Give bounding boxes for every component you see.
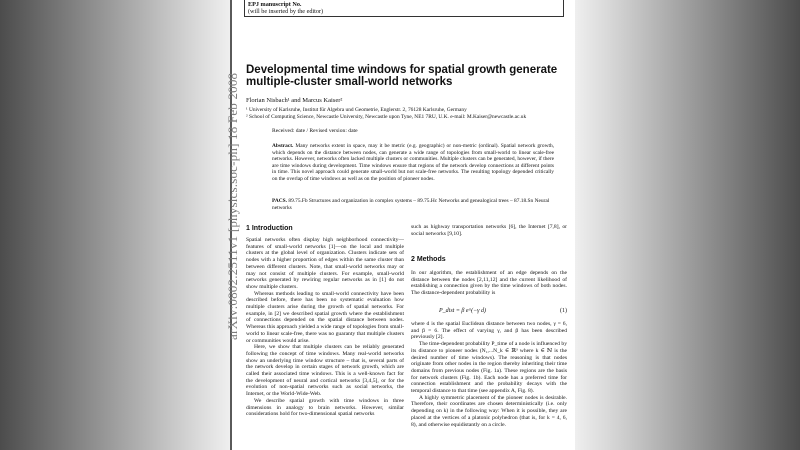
pacs-text: 89.75.Fb Structures and organization in complex systems – 89.75.Hc Networks and genealogical trees – 87.18.Sn Neural networks bbox=[272, 198, 550, 211]
manuscript-note: (will be inserted by the editor) bbox=[248, 8, 324, 15]
pacs bbox=[272, 198, 554, 211]
methods-paragraph-1: In our algorithm, the establishment of an edge depends on the distance between the nodes [2,11,12] and the current likelihood of establishing a connection given by the time windows of both nodes. The distance-dependent probability is bbox=[411, 270, 567, 297]
right-column-top bbox=[411, 224, 567, 237]
methods-paragraph-4: A highly symmetric placement of the pioneer nodes is desirable. Therefore, their coordinates are chosen deterministically (i.e. only depending on k) in the following way: When it is possible, they are placed at the vertices of a platonic polyhedron (that is, for k = 4, 6, 8), and otherwise equidistantly on a circle. bbox=[411, 394, 567, 428]
equation-body: P_dist = β e^(−γ d) bbox=[439, 308, 486, 314]
viewer-background-left bbox=[0, 0, 230, 450]
affiliations bbox=[246, 107, 586, 121]
intro-paragraph-2: Whereas methods leading to small-world connectivity have been described before, there has been no systematic evaluation how multiple clusters arise during the growth of spatial networks. For example, in [2] we described spatial growth where the establishment of connections depended on the spatial distance between nodes. Whereas this approach yielded a wide range of topologies from small-world to linear scale-free, there was no guaranty that multiple clusters or communities would arise. bbox=[246, 290, 404, 344]
arxiv-stamp: arXiv:0802.2511v1 [physics.soc-ph] 18 Feb 2008 bbox=[225, 72, 240, 340]
intro-paragraph-4: We describe spatial growth with time windows in three dimensions in analogy to brain networks. However, similar considerations hold for two-dimensional spatial networks bbox=[246, 397, 404, 418]
pacs-label: PACS. bbox=[272, 198, 288, 204]
manuscript-label: EPJ manuscript No. bbox=[248, 1, 302, 8]
received-date: Received: date / Revised version: date bbox=[272, 128, 358, 134]
affiliation-1: ¹ University of Karlsruhe, Institut für Algebra und Geometrie, Englerstr. 2, 76128 Karlsruhe, Germany bbox=[246, 107, 467, 113]
left-column bbox=[246, 237, 404, 418]
intro-paragraph-3: Here, we show that multiple clusters can be reliably generated following the concept of time windows. Many real-world networks show an underlying time window structure – that is, several parts of the network develop in certain stages of network growth, which are called their associated time windows. This is a well-known fact for the development of neural and cortical networks [3,4,5], or for the evolution of non-spatial networks such as social networks, the Internet, or the World-Wide-Web. bbox=[246, 344, 404, 398]
equation-1 bbox=[439, 308, 567, 314]
affiliation-2: ² School of Computing Science, Newcastle University, Newcastle upon Tyne, NE1 7RU, U.K. e-mail: M.Kaiser@newcastle.ac.uk bbox=[246, 114, 527, 120]
manuscript-box bbox=[244, 0, 564, 17]
authors: Florian Nisbach¹ and Marcus Kaiser² bbox=[246, 97, 343, 104]
section-1-heading: 1 Introduction bbox=[246, 225, 293, 232]
viewer-background-right bbox=[575, 0, 800, 450]
abstract-label: Abstract. bbox=[272, 143, 294, 149]
paper-page bbox=[225, 0, 575, 450]
title-line-1: Developmental time windows for spatial growth generate bbox=[246, 64, 558, 76]
title-line-2: multiple-cluster small-world networks bbox=[246, 76, 453, 88]
methods-intro bbox=[411, 270, 567, 297]
intro-paragraph-1: Spatial networks often display high neighborhood connectivity—features of small-world networks [1]—on the local and multiple clusters at the global level of organization. Clusters indicate sets of nodes with a higher proportion of edges within the same cluster than between different clusters. Note, that small-world networks may or may not consist of multiple clusters. For example, small-world networks generated by rewiring regular networks as in [1] do not show multiple clusters. bbox=[246, 237, 404, 290]
methods-paragraph-3: The time-dependent probability P_time of a node is influenced by its distance to pioneer nodes (N₁,...N_k ∈ ℝ³ where k ∈ ℕ is the desired number of time windows). The reasoning is that nodes originate from other nodes in the region thereby inheriting their time domains from previous nodes (Fig. 1a). These regions are the basis for network clusters (Fig. 1b). Each node has a preferred time for connection establishment and the probability decays with the temporal distance to that time (see appendix A, Fig. 8). bbox=[411, 341, 567, 395]
paper-title bbox=[246, 64, 561, 88]
right-column-body bbox=[411, 321, 567, 428]
intro-continuation: such as highway transportation networks [6], the Internet [7,8], or social networks [9,10]. bbox=[411, 224, 567, 237]
section-2-heading: 2 Methods bbox=[411, 256, 446, 263]
abstract bbox=[272, 143, 554, 183]
equation-number: (1) bbox=[560, 308, 567, 314]
abstract-text: Many networks extent in space, may it be metric (e.g. geographic) or non-metric (ordinal). Spatial network growth, which depends on the distance between nodes, can generate a wide range of topologies from small-world to linear scale-free networks. However, networks often lacked multiple clusters or communities. Multiple clusters can be generated, however, if there are time windows during development. Time windows ensure that regions of the network develop connections at different points in time. This novel approach could generate small-world but not scale-free networks. The resulting topology depended critically on the overlap of time windows as well as on the position of pioneer nodes. bbox=[272, 143, 555, 182]
methods-paragraph-2: where d is the spatial Euclidean distance between two nodes, γ = 6, and β = 6. The effect of varying γ, and β has been described previously [2]. bbox=[411, 321, 567, 341]
